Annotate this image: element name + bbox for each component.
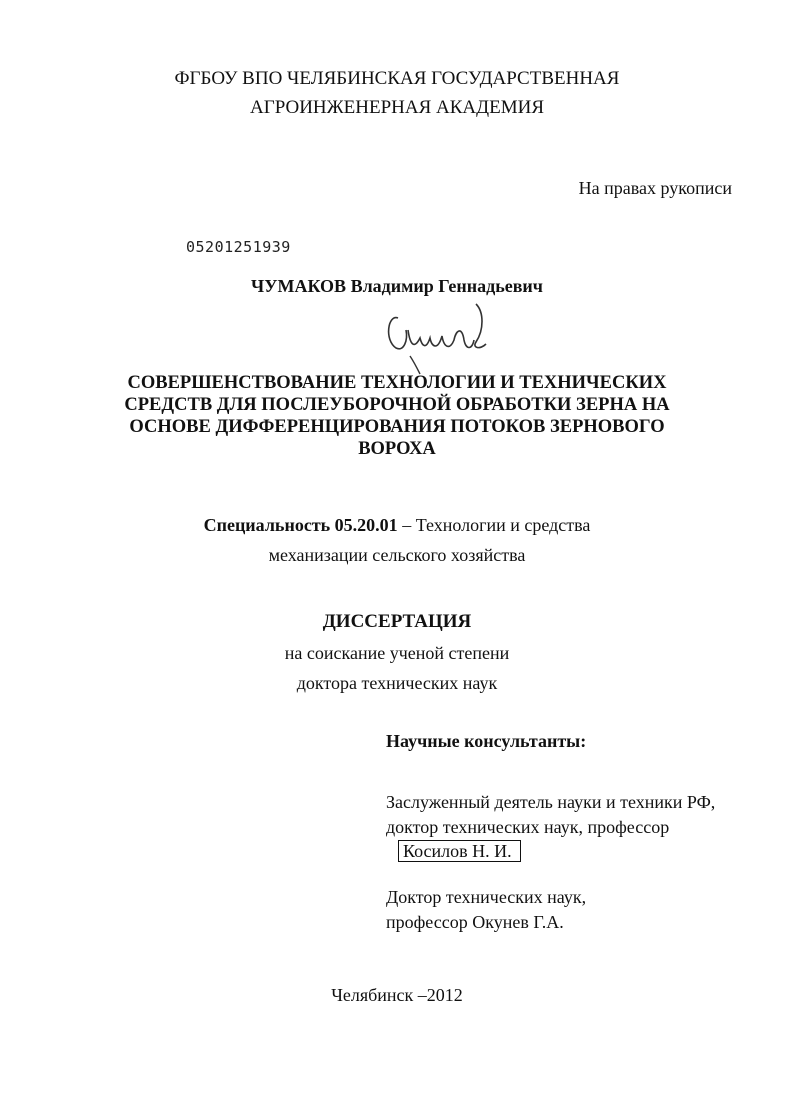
title-line: ОСНОВЕ ДИФФЕРЕНЦИРОВАНИЯ ПОТОКОВ ЗЕРНОВОГО bbox=[129, 417, 665, 437]
organization-name-line1: ФГБОУ ВПО ЧЕЛЯБИНСКАЯ ГОСУДАРСТВЕННАЯ bbox=[174, 68, 620, 89]
specialty-text: Технологии и средства bbox=[415, 515, 591, 535]
consultant-2-line2: профессор Окунев Г.А. bbox=[386, 912, 564, 932]
author-surname: ЧУМАКОВ bbox=[251, 276, 347, 296]
consultant-1-name: Косилов Н. И. bbox=[398, 840, 521, 862]
consultant-1-line1: Заслуженный деятель науки и техники РФ, bbox=[386, 792, 716, 812]
title-line: СРЕДСТВ ДЛЯ ПОСЛЕУБОРОЧНОЙ ОБРАБОТКИ ЗЕРНА НА bbox=[124, 395, 670, 415]
specialty-line1 bbox=[0, 510, 794, 540]
consultant-1-name-row bbox=[386, 839, 715, 864]
specialty-line2: механизации сельского хозяйства bbox=[268, 545, 526, 565]
consultant-2-title bbox=[386, 885, 586, 935]
author-given-names: Владимир Геннадьевич bbox=[350, 276, 543, 296]
specialty-block bbox=[0, 510, 794, 570]
title-line: СОВЕРШЕНСТВОВАНИЕ ТЕХНОЛОГИИ И ТЕХНИЧЕСКИХ bbox=[127, 373, 667, 393]
title-line: ВОРОХА bbox=[358, 439, 436, 459]
specialty-dash: – bbox=[397, 515, 416, 535]
consultants-heading: Научные консультанты: bbox=[386, 731, 587, 751]
handwritten-signature bbox=[380, 300, 500, 380]
dissertation-title bbox=[0, 372, 794, 460]
place-and-year: Челябинск –2012 bbox=[331, 985, 463, 1005]
consultant-2-line1: Доктор технических наук, bbox=[386, 887, 587, 907]
specialty-code: Специальность 05.20.01 bbox=[203, 515, 398, 535]
consultant-1-title bbox=[386, 790, 715, 864]
consultant-1-line2: доктор технических наук, профессор bbox=[386, 817, 670, 837]
dissertation-heading: ДИССЕРТАЦИЯ bbox=[322, 611, 472, 632]
degree-line2: доктора технических наук bbox=[296, 673, 498, 693]
catalog-code: 05201251939 bbox=[186, 238, 291, 256]
manuscript-rights-note: На правах рукописи bbox=[578, 178, 732, 198]
degree-line1: на соискание ученой степени bbox=[284, 643, 510, 663]
organization-name-line2: АГРОИНЖЕНЕРНАЯ АКАДЕМИЯ bbox=[249, 97, 545, 118]
author-name bbox=[0, 276, 794, 297]
